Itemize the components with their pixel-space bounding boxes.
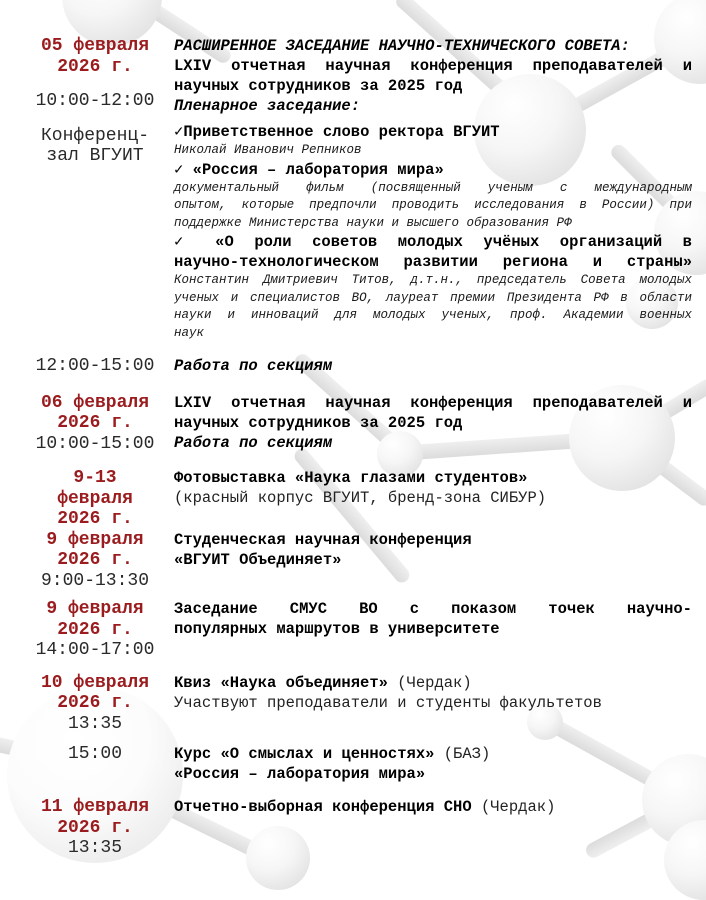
- session-heading-italic: РАСШИРЕННОЕ ЗАСЕДАНИЕ НАУЧНО-ТЕХНИЧЕСКОГО СОВЕТА:: [174, 37, 630, 55]
- row-right-column: [174, 744, 692, 784]
- agenda-note-line: наук: [174, 325, 205, 340]
- event-time: 13:35: [67, 838, 122, 858]
- event-title-line: «ВГУИТ Объединяет»: [174, 550, 342, 569]
- agenda-item-title: [174, 232, 692, 252]
- row-left-column: [20, 744, 170, 765]
- date-line: 9 февраля: [46, 529, 144, 550]
- date-line: 2026 г.: [57, 817, 133, 838]
- row-right-column: [174, 356, 692, 376]
- event-title-line: научных сотрудников за 2025 год: [174, 413, 463, 432]
- row-left-column: [20, 36, 170, 167]
- agenda-note-line: Константин Дмитриевич Титов, д.т.н., председатель Совета молодых: [174, 273, 692, 287]
- schedule-row-smus-meeting: [20, 599, 706, 661]
- schedule-row-student-conference: [20, 530, 706, 592]
- check-icon: ✓: [174, 123, 184, 141]
- session-heading-line: научных сотрудников за 2025 год: [174, 77, 463, 95]
- schedule-row-quiz: [20, 673, 706, 735]
- session-heading-line: LXIV отчетная научная конференция преподавателей и: [174, 57, 692, 75]
- date-line: 05 февраля: [40, 36, 150, 56]
- row-left-column: [20, 599, 170, 661]
- schedule-row-photo-exhibition: [20, 468, 706, 530]
- event-location-suffix: (БАЗ): [434, 745, 491, 763]
- date-line: 2026 г.: [57, 56, 133, 77]
- row-left-column: [20, 393, 170, 455]
- event-title: Отчетно-выборная конференция СНО: [174, 798, 472, 816]
- event-time: 9:00-13:30: [40, 570, 150, 591]
- event-time: 12:00-15:00: [35, 356, 155, 376]
- event-title: Курс «О смыслах и ценностях»: [174, 745, 435, 763]
- row-right-column: [174, 599, 692, 639]
- agenda-item: [174, 122, 692, 160]
- event-location-note: (красный корпус ВГУИТ, бренд-зона СИБУР): [174, 489, 547, 507]
- venue-line: зал ВГУИТ: [46, 146, 144, 166]
- schedule-row-sno-conference: [20, 797, 706, 859]
- row-right-column: [174, 468, 692, 508]
- agenda-title-line: научно-технологическом развитии региона и страны»: [174, 253, 692, 271]
- agenda-note-line: ученых и специалистов ВО, лауреат премии Президента РФ в области: [174, 290, 692, 305]
- agenda-note-line: опытом, которые предпочли проводить исследования в России) при: [174, 198, 692, 212]
- agenda-note-line: поддержке Министерства науки и высшего образования РФ: [174, 215, 572, 230]
- event-venue: [20, 126, 170, 167]
- event-date: [20, 599, 170, 640]
- agenda-title-text: Приветственное слово ректора ВГУИТ: [183, 123, 500, 141]
- date-line: 9-13: [73, 468, 117, 488]
- row-right-column: [174, 530, 692, 570]
- event-date: [20, 530, 170, 571]
- date-line: 2026 г.: [57, 619, 133, 640]
- date-line: февраля: [57, 488, 133, 509]
- venue-line: Конференц-: [40, 125, 150, 146]
- agenda-note-line: науки и инноваций для молодых ученых, проф. Академии военных: [174, 308, 692, 322]
- date-line: 9 февраля: [46, 599, 144, 619]
- event-title-line: «Россия – лаборатория мира»: [174, 765, 426, 783]
- event-participants-note: Участвуют преподаватели и студенты факультетов: [174, 693, 602, 712]
- event-title-line: Студенческая научная конференция: [174, 530, 472, 549]
- schedule-row-05-feb: [20, 36, 706, 342]
- row-left-column: [20, 468, 170, 530]
- event-title: Квиз «Наука объединяет»: [174, 673, 388, 692]
- event-time: 10:00-12:00: [35, 91, 155, 111]
- event-title-line: LXIV отчетная научная конференция преподавателей и: [174, 393, 692, 412]
- agenda-item-title: [174, 122, 692, 142]
- check-icon: ✓: [174, 233, 216, 251]
- event-date: [20, 673, 170, 714]
- event-location-suffix: (Чердак): [387, 673, 472, 692]
- agenda-item-note: Николай Иванович Репников: [174, 143, 362, 157]
- event-location-suffix: (Чердак): [471, 798, 556, 816]
- schedule-row-sections-work: [20, 356, 706, 377]
- agenda-title-text: «О роли советов молодых учёных организаций в: [215, 233, 692, 251]
- event-date: [20, 393, 170, 434]
- event-activity: Работа по секциям: [174, 357, 333, 375]
- event-date: [20, 797, 170, 838]
- schedule-row-course: [20, 744, 706, 784]
- event-time: 14:00-17:00: [35, 640, 155, 660]
- row-left-column: [20, 356, 170, 377]
- event-time: 15:00: [67, 744, 122, 764]
- date-line: 2026 г.: [57, 509, 133, 529]
- agenda-note-line: документальный фильм (посвященный ученым с международным: [174, 180, 692, 195]
- agenda-title-text: «Россия – лаборатория мира»: [192, 160, 444, 179]
- event-title-line: Заседание СМУС ВО с показом точек научно-: [174, 600, 692, 618]
- row-right-column: [174, 36, 692, 342]
- row-right-column: [174, 797, 692, 817]
- event-time: 13:35: [67, 713, 122, 734]
- event-title-line: популярных маршрутов в университете: [174, 620, 500, 638]
- row-left-column: [20, 673, 170, 735]
- event-date: [20, 468, 170, 530]
- event-date: [20, 36, 170, 77]
- event-activity: Работа по секциям: [174, 433, 333, 452]
- check-icon: ✓: [174, 160, 193, 179]
- row-right-column: [174, 673, 692, 713]
- row-left-column: [20, 530, 170, 592]
- agenda-item-title: [174, 160, 692, 180]
- date-line: 11 февраля: [40, 797, 150, 817]
- event-title-line: [174, 673, 692, 693]
- event-title-line: [174, 797, 692, 817]
- agenda-item: [174, 160, 692, 233]
- schedule-row-06-feb: [20, 393, 706, 455]
- date-line: 10 февраля: [40, 672, 150, 693]
- event-title-line: [174, 744, 692, 764]
- event-title: Фотовыставка «Наука глазами студентов»: [174, 469, 528, 487]
- row-right-column: [174, 393, 692, 453]
- event-time: 10:00-15:00: [35, 433, 155, 454]
- agenda-item: [174, 232, 692, 342]
- date-line: 06 февраля: [40, 392, 150, 413]
- date-line: 2026 г.: [57, 550, 133, 570]
- session-subheading: Пленарное заседание:: [174, 97, 361, 115]
- row-left-column: [20, 797, 170, 859]
- date-line: 2026 г.: [57, 693, 133, 713]
- date-line: 2026 г.: [57, 413, 133, 433]
